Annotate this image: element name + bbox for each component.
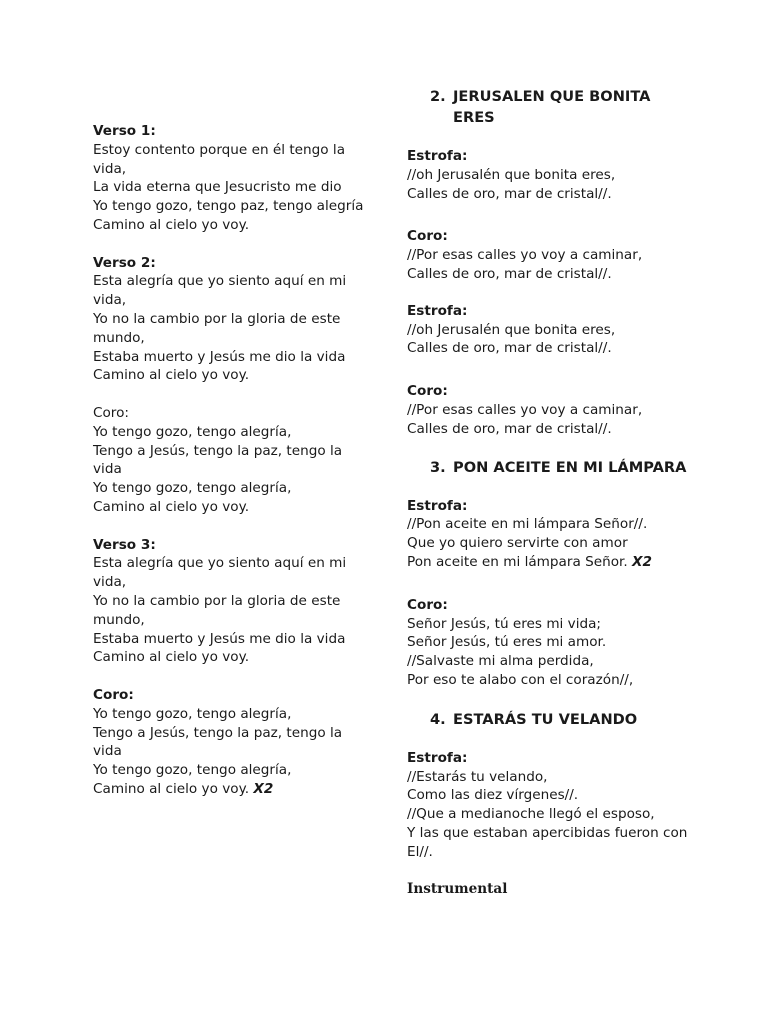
song-3-number: 3. (430, 458, 446, 476)
song-2-coro-2 (407, 382, 697, 438)
lyric-line: Señor Jesús, tú eres mi amor. (407, 634, 607, 651)
song-3-estrofa (407, 497, 697, 572)
lyric-line: Calles de oro, mar de cristal//. (407, 340, 612, 357)
lyric-line: //Que a medianoche llegó el esposo, (407, 806, 655, 823)
verse-2 (93, 254, 368, 386)
verse-2-label: Verso 2: (93, 254, 156, 271)
lyric-line: Yo tengo gozo, tengo alegría, (93, 480, 292, 497)
lyric-line: //Por esas calles yo voy a caminar, (407, 401, 643, 418)
lyric-text: Camino al cielo yo voy. (93, 780, 250, 797)
left-column (93, 122, 368, 799)
lyric-line: Esta alegría que yo siento aquí en mi vida, (93, 555, 347, 591)
song-3-title: PON ACEITE EN MI LÁMPARA (453, 458, 687, 476)
lyric-line: Estoy contento porque en él tengo la vida, (93, 141, 346, 177)
coro-label: Coro: (407, 228, 448, 245)
lyric-line: Yo tengo gozo, tengo alegría, (93, 705, 292, 722)
lyric-line: Estaba muerto y Jesús me dio la vida (93, 630, 346, 647)
song-2-estrofa-2 (407, 302, 697, 358)
lyric-line: Calles de oro, mar de cristal//. (407, 185, 612, 202)
lyric-line: Tengo a Jesús, tengo la paz, tengo la vida (93, 724, 343, 760)
lyric-text: Pon aceite en mi lámpara Señor. (407, 553, 628, 570)
lyric-line: Esta alegría que yo siento aquí en mi vida, (93, 273, 347, 309)
lyric-line: Señor Jesús, tú eres mi vida; (407, 615, 602, 632)
chorus-2 (93, 686, 368, 799)
chorus-2-label: Coro: (93, 686, 134, 703)
lyric-line: Camino al cielo yo voy. (93, 498, 250, 515)
lyric-line: Calles de oro, mar de cristal//. (407, 420, 612, 437)
verse-1-label: Verso 1: (93, 123, 156, 139)
song-3-heading (407, 457, 697, 478)
lyric-line (407, 553, 697, 572)
lyric-line: Y las que estaban apercibidas fueron con El//. (407, 824, 688, 860)
lyric-line (93, 780, 368, 799)
song-2-title: JERUSALEN QUE BONITA ERES (453, 88, 651, 126)
coro-label: Coro: (407, 596, 448, 613)
song-4-number: 4. (430, 710, 446, 728)
lyric-line: //Pon aceite en mi lámpara Señor//. (407, 516, 648, 533)
repeat-marker: X2 (632, 553, 652, 570)
estrofa-label: Estrofa: (407, 302, 468, 319)
lyric-line: Estaba muerto y Jesús me dio la vida (93, 348, 346, 365)
lyric-line: Camino al cielo yo voy. (93, 367, 250, 384)
instrumental-label: Instrumental (407, 880, 508, 897)
lyric-line: //Salvaste mi alma perdida, (407, 653, 594, 670)
song-4-heading (407, 709, 697, 730)
lyric-line: Yo tengo gozo, tengo paz, tengo alegría (93, 198, 364, 215)
song-2-estrofa-1 (407, 147, 697, 203)
lyric-line: Calles de oro, mar de cristal//. (407, 265, 612, 282)
lyric-line: Yo no la cambio por la gloria de este mundo, (93, 592, 341, 628)
lyric-line: Camino al cielo yo voy. (93, 649, 250, 666)
lyric-line: //Estarás tu velando, (407, 768, 548, 785)
lyric-line: Tengo a Jesús, tengo la paz, tengo la vida (93, 442, 343, 478)
lyric-line: //oh Jerusalén que bonita eres, (407, 321, 616, 338)
estrofa-label: Estrofa: (407, 749, 468, 766)
verse-3-label: Verso 3: (93, 536, 156, 553)
estrofa-label: Estrofa: (407, 497, 468, 514)
song-2-heading (407, 86, 697, 128)
verse-3 (93, 536, 368, 668)
lyric-line: //oh Jerusalén que bonita eres, (407, 166, 616, 183)
song-4-estrofa (407, 749, 697, 862)
song-4-title: ESTARÁS TU VELANDO (453, 710, 638, 728)
estrofa-label: Estrofa: (407, 148, 468, 164)
lyric-line: Yo tengo gozo, tengo alegría, (93, 762, 292, 779)
song-3-coro (407, 596, 697, 690)
song-2-number: 2. (430, 88, 446, 105)
song-2-coro-1 (407, 227, 697, 283)
chorus-1 (93, 404, 368, 517)
coro-label: Coro: (407, 383, 448, 400)
chorus-1-label: Coro: (93, 404, 129, 421)
repeat-marker: X2 (253, 780, 274, 797)
lyric-line: La vida eterna que Jesucristo me dio (93, 179, 342, 196)
lyric-line: Yo tengo gozo, tengo alegría, (93, 423, 292, 440)
lyric-line: Como las diez vírgenes//. (407, 787, 579, 804)
right-column (407, 86, 697, 898)
lyric-line: Por eso te alabo con el corazón//, (407, 671, 634, 688)
lyric-line: //Por esas calles yo voy a caminar, (407, 247, 643, 264)
lyric-line: Camino al cielo yo voy. (93, 216, 250, 233)
lyric-line: Que yo quiero servirte con amor (407, 535, 628, 552)
verse-1 (93, 122, 368, 235)
lyric-line: Yo no la cambio por la gloria de este mundo, (93, 310, 341, 346)
